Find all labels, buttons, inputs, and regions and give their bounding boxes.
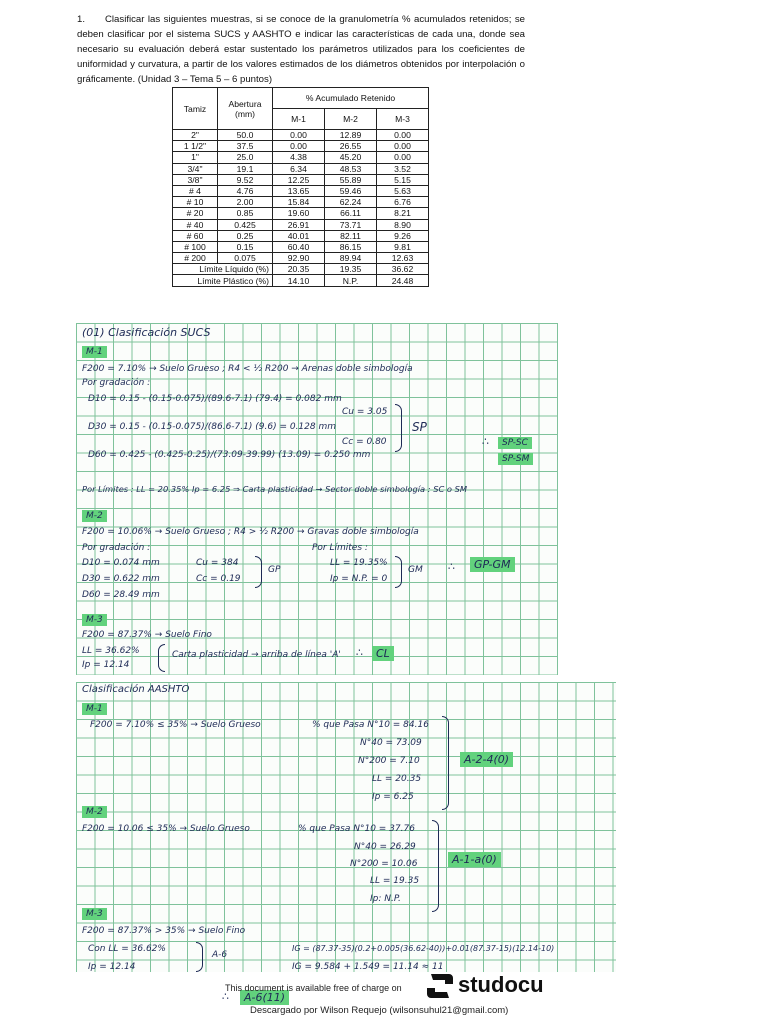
table-cell: 26.91 [273, 219, 325, 230]
sucs-m1-d60: D60 = 0.425 - (0.425-0.25)/(73.09-39.99) (13.09) = 0.250 mm [88, 450, 371, 460]
table-row [173, 174, 429, 185]
table-cell: 0.00 [377, 141, 429, 152]
sucs-m2-gm: GM [408, 565, 423, 575]
sucs-m2-label: M-2 [82, 510, 107, 522]
table-cell: # 10 [173, 197, 218, 208]
table-cell: 89.94 [325, 253, 377, 264]
table-cell: 6.76 [377, 197, 429, 208]
table-row [173, 185, 429, 196]
aashto-m3-label: M-3 [82, 908, 107, 920]
studocu-brand[interactable]: studocu [458, 972, 544, 997]
ll-label: Límite Líquido (%) [173, 264, 273, 275]
table-row [173, 219, 429, 230]
therefore-icon: ∴ [448, 560, 455, 573]
aashto-m3-f200: F200 = 87.37% > 35% → Suelo Fino [82, 926, 246, 936]
table-cell: 0.15 [218, 241, 273, 252]
sucs-m2-limites: Por Límites : [312, 543, 368, 553]
table-row [173, 241, 429, 252]
table-row [173, 141, 429, 152]
brace [395, 404, 402, 452]
table-cell: 12.63 [377, 253, 429, 264]
table-cell: 0.00 [377, 130, 429, 141]
sucs-m1-d10: D10 = 0.15 - (0.15-0.075)/(89.6-7.1) (79.4) = 0.082 mm [88, 394, 342, 404]
sucs-m1-cc: Cc = 0.80 [342, 437, 387, 447]
table-cell: 9.26 [377, 230, 429, 241]
table-cell: 5.15 [377, 174, 429, 185]
table-row [173, 197, 429, 208]
aashto-m1-ip: Ip = 6.25 [372, 792, 414, 802]
sucs-m3-label: M-3 [82, 614, 107, 626]
table-cell: # 20 [173, 208, 218, 219]
download-notice: Descargado por Wilson Requejo (wilsonsuhul21@gmail.com) [250, 1005, 509, 1016]
table-cell: 25.0 [218, 152, 273, 163]
aashto-m2-ll: LL = 19.35 [370, 876, 420, 886]
table-row-lp [173, 275, 429, 286]
sucs-m2-ip: Ip = N.P. = 0 [330, 574, 388, 584]
brace [196, 942, 203, 972]
sucs-m2-d10: D10 = 0.074 mm [82, 558, 160, 568]
table-cell: 86.15 [325, 241, 377, 252]
table-cell: 8.90 [377, 219, 429, 230]
aashto-m2-p200: N°200 = 10.06 [350, 859, 418, 869]
table-cell: 0.075 [218, 253, 273, 264]
table-cell: 8.21 [377, 208, 429, 219]
table-cell: # 60 [173, 230, 218, 241]
aashto-m2-f200: F200 = 10.06 ≤ 35% → Suelo Grueso [82, 824, 250, 834]
header-m2: M-2 [325, 109, 377, 130]
table-cell: 4.38 [273, 152, 325, 163]
table-cell: 9.52 [218, 174, 273, 185]
table-cell: # 4 [173, 185, 218, 196]
table-cell: 73.71 [325, 219, 377, 230]
table-row-ll [173, 264, 429, 275]
lp-m1: 14.10 [273, 275, 325, 286]
studocu-logo-icon [425, 972, 455, 1000]
table-cell: 19.60 [273, 208, 325, 219]
sucs-m1-label: M-1 [82, 346, 107, 358]
table-cell: 55.89 [325, 174, 377, 185]
table-cell: # 40 [173, 219, 218, 230]
table-cell: 2" [173, 130, 218, 141]
aashto-m3-ig2: IG = 9.584 + 1.549 = 11.14 ≈ 11 [292, 962, 444, 972]
header-m3: M-3 [377, 109, 429, 130]
table-cell: 1" [173, 152, 218, 163]
sucs-m3-carta: Carta plasticidad → arriba de línea 'A' [172, 650, 341, 660]
sucs-title: (01) Clasificación SUCS [82, 326, 211, 339]
aashto-m1-f200: F200 = 7.10% ≤ 35% → Suelo Grueso [90, 720, 261, 730]
table-cell: 0.00 [273, 141, 325, 152]
aashto-m3-ip: Ip = 12.14 [88, 962, 136, 972]
aashto-m3-result: A-6(11) [240, 990, 289, 1005]
table-cell: # 200 [173, 253, 218, 264]
table-cell: 66.11 [325, 208, 377, 219]
sucs-m3-ip: Ip = 12.14 [82, 660, 130, 670]
aashto-m1-p200: N°200 = 7.10 [358, 756, 420, 766]
table-cell: 15.84 [273, 197, 325, 208]
ll-m3: 36.62 [377, 264, 429, 275]
question-text [77, 12, 525, 87]
table-cell: 0.00 [377, 152, 429, 163]
table-cell: 3/8" [173, 174, 218, 185]
table-cell: 5.63 [377, 185, 429, 196]
header-m1: M-1 [273, 109, 325, 130]
table-cell: 0.85 [218, 208, 273, 219]
brace [442, 716, 449, 810]
header-retenido: % Acumulado Retenido [273, 88, 429, 109]
aashto-title: Clasificación AASHTO [82, 684, 190, 695]
table-cell: 62.24 [325, 197, 377, 208]
aashto-m2-ip: Ip: N.P. [370, 894, 401, 904]
table-cell: 9.81 [377, 241, 429, 252]
brace [432, 820, 439, 912]
table-cell: 82.11 [325, 230, 377, 241]
handwritten-page-sucs [76, 323, 558, 675]
sucs-m2-cu: Cu = 384 [196, 558, 239, 568]
sucs-m2-cc: Cc = 0.19 [196, 574, 241, 584]
free-notice: This document is available free of charge on [225, 983, 402, 993]
table-cell: 12.25 [273, 174, 325, 185]
aashto-m1-label: M-1 [82, 703, 107, 715]
aashto-m1-ll: LL = 20.35 [372, 774, 422, 784]
sucs-m1-result-2: SP-SM [498, 453, 533, 465]
sucs-m2-gp: GP [268, 565, 281, 575]
sucs-m1-cu: Cu = 3.05 [342, 407, 388, 417]
table-row [173, 253, 429, 264]
sucs-m3-ll: LL = 36.62% [82, 646, 140, 656]
aashto-m1-p40: N°40 = 73.09 [360, 738, 422, 748]
table-row [173, 163, 429, 174]
therefore-icon: ∴ [482, 435, 489, 448]
table-cell: 50.0 [218, 130, 273, 141]
table-cell: 26.55 [325, 141, 377, 152]
aashto-m1-p10: % que Pasa N°10 = 84.16 [312, 720, 429, 730]
table-cell: 37.5 [218, 141, 273, 152]
aashto-m3-ig1: IG = (87.37-35)(0.2+0.005(36.62-40))+0.01(87.37-15)(12.14-10) [292, 944, 555, 953]
lp-m3: 24.48 [377, 275, 429, 286]
table-cell: 0.25 [218, 230, 273, 241]
table-cell: 60.40 [273, 241, 325, 252]
table-cell: 1 1/2" [173, 141, 218, 152]
question-number: 1. [77, 14, 86, 25]
table-row [173, 208, 429, 219]
ll-m2: 19.35 [325, 264, 377, 275]
table-cell: 2.00 [218, 197, 273, 208]
sucs-m2-ll: LL = 19.35% [330, 558, 388, 568]
sucs-m1-f200: F200 = 7.10% → Suelo Grueso ; R4 < ½ R200 → Arenas doble simbología [82, 364, 413, 374]
table-row [173, 230, 429, 241]
table-cell: 12.89 [325, 130, 377, 141]
therefore-icon: ∴ [356, 646, 363, 659]
header-tamiz: Tamiz [173, 88, 218, 130]
sucs-m3-f200: F200 = 87.37% → Suelo Fino [82, 630, 212, 640]
table-cell: 0.00 [273, 130, 325, 141]
brace [158, 644, 165, 672]
aashto-m2-p10: % que Pasa N°10 = 37.76 [298, 824, 415, 834]
table-cell: 6.34 [273, 163, 325, 174]
table-cell: 0.425 [218, 219, 273, 230]
lp-label: Límite Plástico (%) [173, 275, 273, 286]
sucs-m2-d60: D60 = 28.49 mm [82, 590, 160, 600]
table-cell: 3/4" [173, 163, 218, 174]
lp-m2: N.P. [325, 275, 377, 286]
aashto-m3-a6: A-6 [212, 950, 228, 960]
table-row [173, 152, 429, 163]
ll-m1: 20.35 [273, 264, 325, 275]
aashto-m2-p40: N°40 = 26.29 [354, 842, 416, 852]
table-cell: 3.52 [377, 163, 429, 174]
aashto-m1-result: A-2-4(0) [460, 752, 513, 767]
sucs-m1-d30: D30 = 0.15 - (0.15-0.075)/(86.6-7.1) (9.6) = 0.128 mm [88, 422, 337, 432]
sucs-m2-grad: Por gradación : [82, 543, 151, 553]
table-cell: 19.1 [218, 163, 273, 174]
brace [395, 556, 402, 588]
granulometry-table [172, 87, 429, 287]
table-row [173, 130, 429, 141]
sucs-m2-result: GP-GM [470, 557, 515, 572]
table-cell: 45.20 [325, 152, 377, 163]
table-cell: 40.01 [273, 230, 325, 241]
table-cell: 92.90 [273, 253, 325, 264]
therefore-icon: ∴ [222, 990, 229, 1003]
table-cell: # 100 [173, 241, 218, 252]
sucs-m1-sp: SP [412, 420, 427, 434]
sucs-m2-d30: D30 = 0.622 mm [82, 574, 160, 584]
aashto-m2-label: M-2 [82, 806, 107, 818]
sucs-m1-limites: Por Límites : LL = 20.35% Ip = 6.25 ⇒ Carta plasticidad → Sector doble simbología : SC o SM [82, 484, 468, 494]
brace [255, 556, 262, 588]
aashto-m3-con: Con LL = 36.62% [88, 944, 166, 954]
sucs-m3-result: CL [372, 646, 394, 661]
sucs-m1-result-1: SP-SC [498, 437, 532, 449]
question-body: Clasificar las siguientes muestras, si se conoce de la granulometría % acumulados retenidos; se deben clasificar por el sistema SUCS y AASHTO e indicar las características de cada una, donde sea necesario su evaluación deberá estar sustentado los parámetros utilizados para los coeficientes de uniformidad y curvatura, a partir de los valores estimados de los diámetros obtenidos por interpolación o gráficamente. (Unidad 3 – Tema 5 – 6 puntos) [77, 14, 525, 85]
aashto-m2-result: A-1-a(0) [448, 852, 501, 867]
header-abertura: Abertura (mm) [218, 88, 273, 130]
table-cell: 4.76 [218, 185, 273, 196]
sucs-m1-grad: Por gradación : [82, 378, 151, 388]
table-cell: 48.53 [325, 163, 377, 174]
table-cell: 59.46 [325, 185, 377, 196]
sucs-m2-f200: F200 = 10.06% → Suelo Grueso ; R4 > ½ R200 → Gravas doble simbología [82, 527, 419, 537]
table-cell: 13.65 [273, 185, 325, 196]
